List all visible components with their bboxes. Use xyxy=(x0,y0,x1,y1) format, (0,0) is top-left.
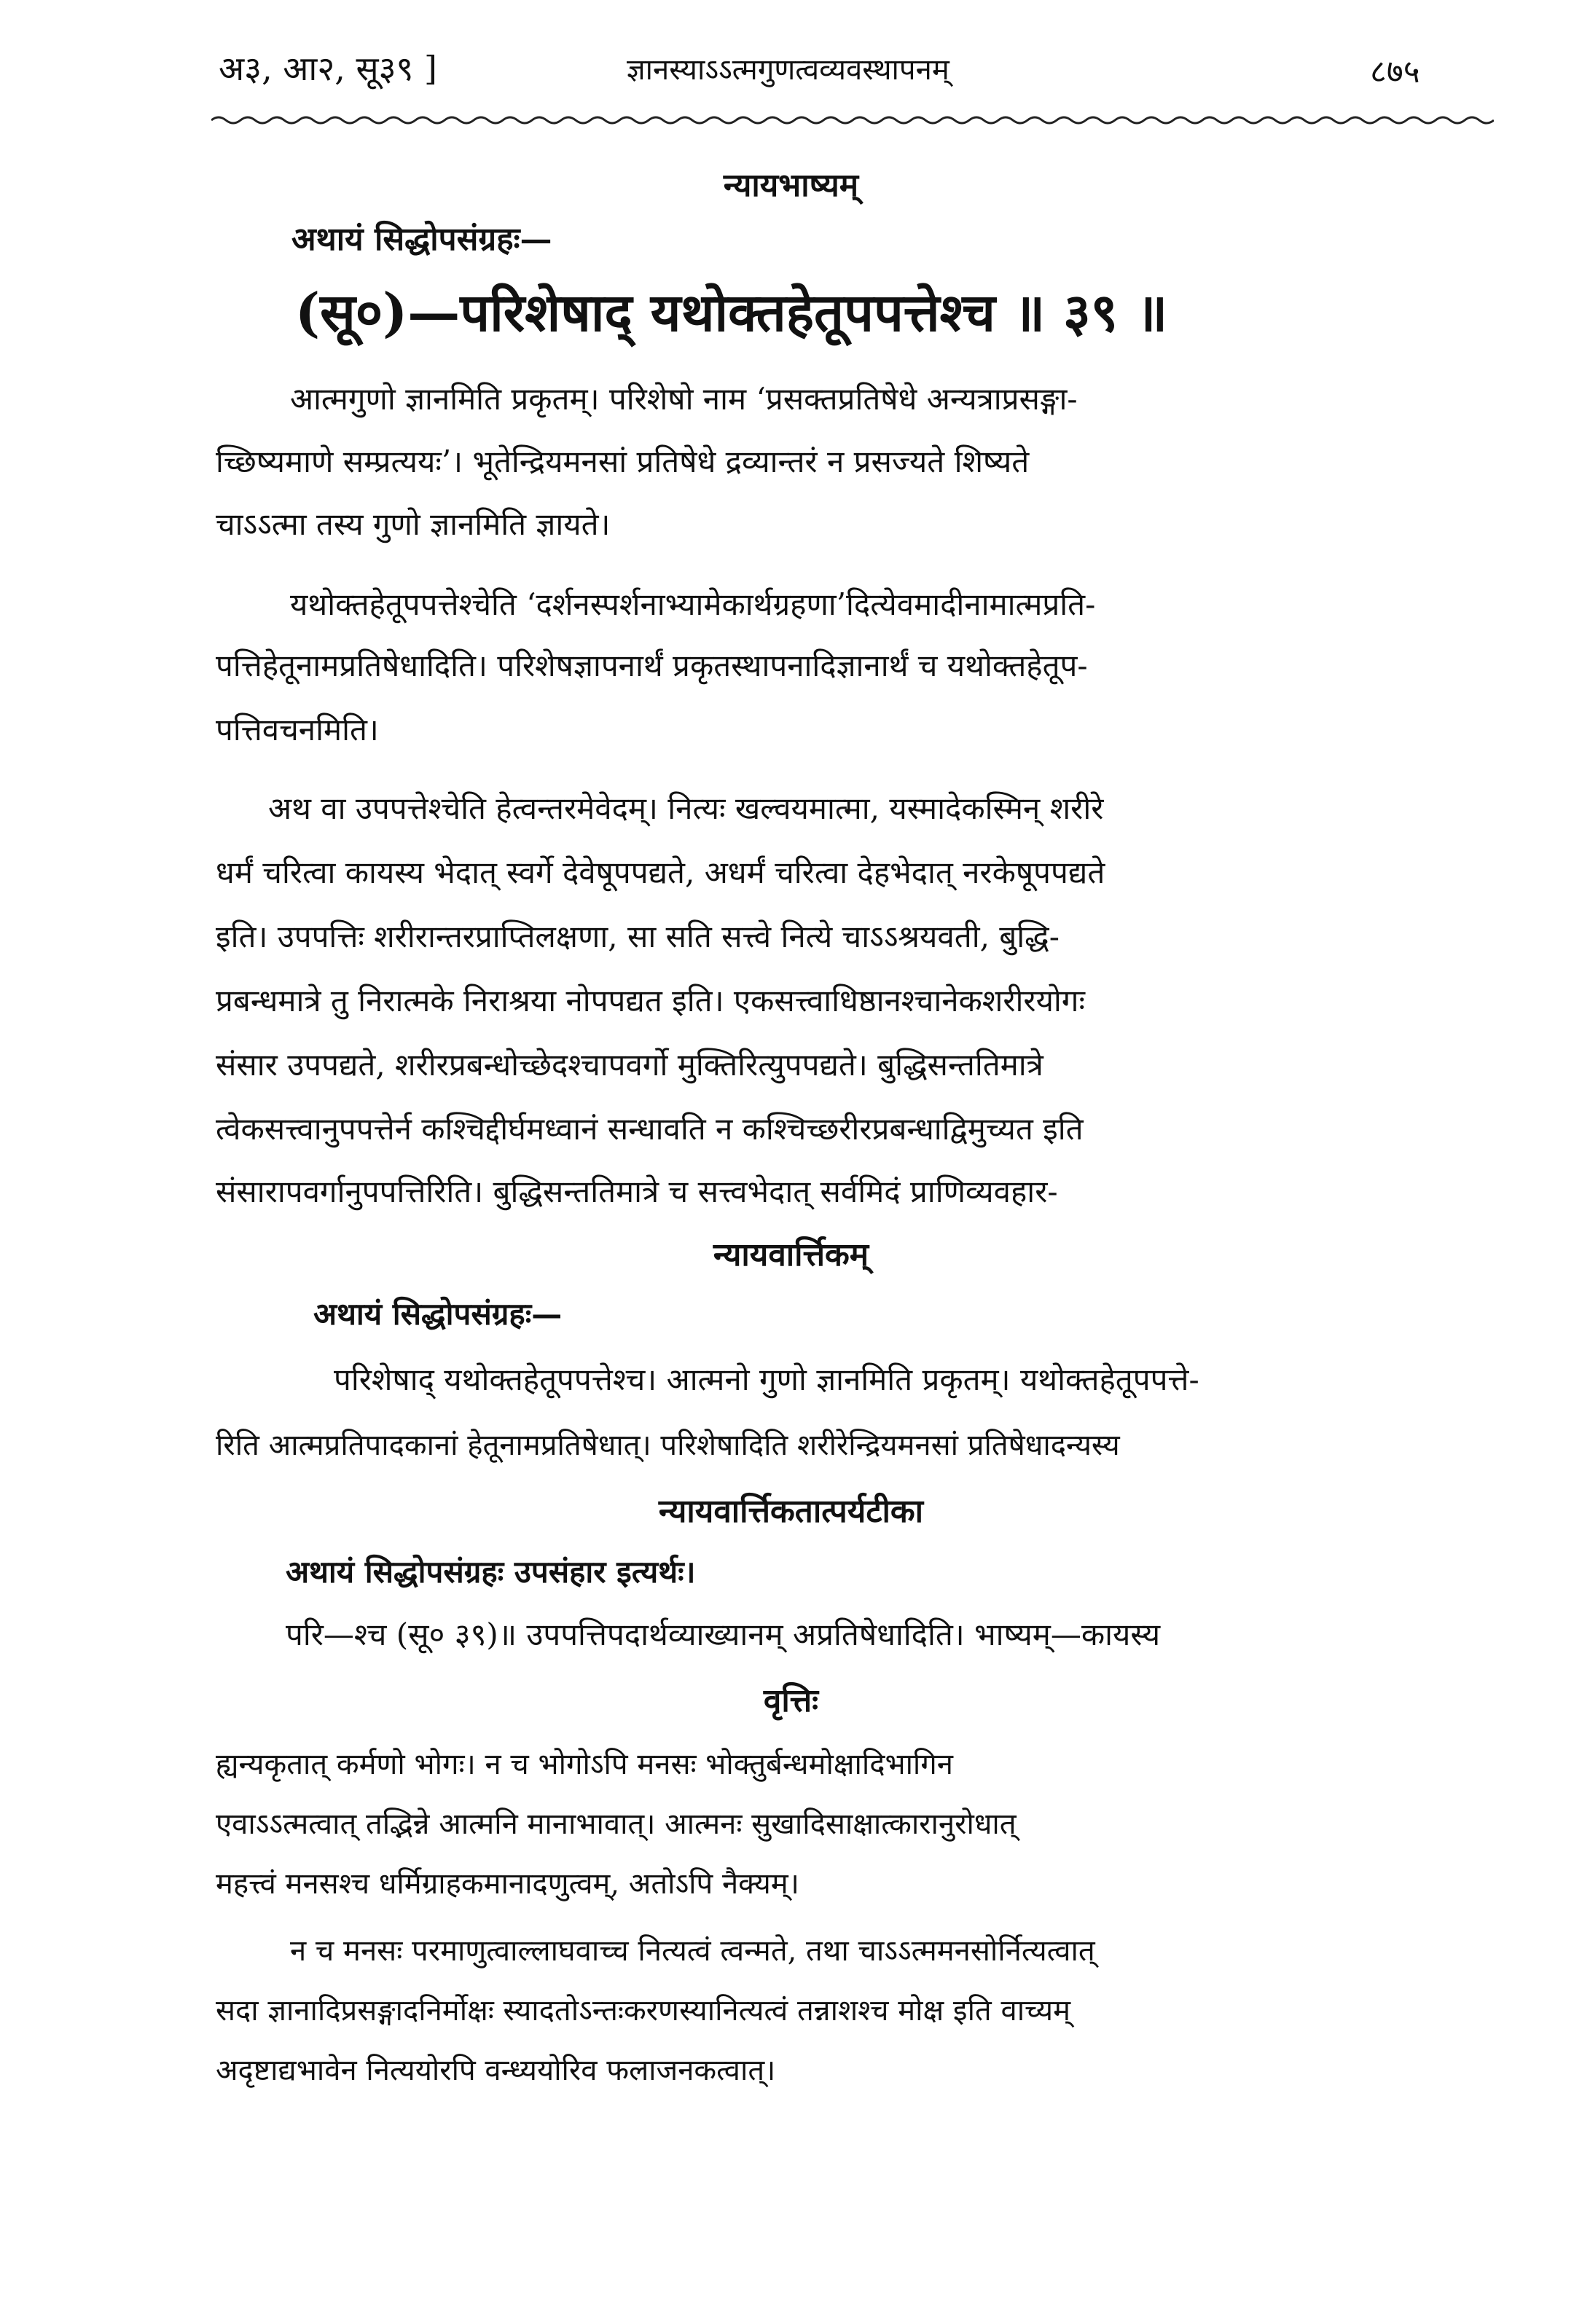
bhashya-line: आत्मगुणो ज्ञानमिति प्रकृतम्। परिशेषो नाम ‘प्रसक्तप्रतिषेधे अन्यत्राप्रसङ्गा- xyxy=(290,381,1078,417)
bhashya-line: त्वेकसत्त्वानुपपत्तेर्न कश्चिद्दीर्घमध्वानं सन्धावति न कश्चिच्छरीरप्रबन्धाद्विमुच्यत इति xyxy=(216,1111,1084,1147)
vartika-intro: अथायं सिद्धोपसंग्रहः— xyxy=(313,1296,563,1332)
vritti-line: अदृष्टाद्यभावेन नित्ययोरपि वन्ध्ययोरिव फलाजनकत्वात्। xyxy=(216,2054,776,2087)
bhashya-line: इति। उपपत्तिः शरीरान्तरप्राप्तिलक्षणा, सा सति सत्त्वे नित्ये चाऽऽश्रयवती, बुद्धि- xyxy=(216,919,1060,954)
vritti-line: एवाऽऽत्मत्वात् तद्भिन्ने आत्मनि मानाभावात्। आत्मनः सुखादिसाक्षात्कारानुरोधात् xyxy=(216,1807,1017,1841)
bhashya-line: चाऽऽत्मा तस्य गुणो ज्ञानमिति ज्ञायते। xyxy=(216,506,611,542)
bhashya-line: पत्तिवचनमिति। xyxy=(216,712,379,747)
section-heading-vartika: न्यायवार्त्तिकम् xyxy=(713,1236,869,1273)
vritti-line: ह्यन्यकृतात् कर्मणो भोगः। न च भोगोऽपि मनसः भोक्तुर्बन्धमोक्षादिभागिन xyxy=(216,1748,954,1781)
bhashya-line: अथ वा उपपत्तेश्चेति हेत्वन्तरमेवेदम्। नित्यः खल्वयमात्मा, यस्मादेकस्मिन् शरीरे xyxy=(268,790,1104,826)
vartika-line: परिशेषाद् यथोक्तहेतूपपत्तेश्च। आत्मनो गुणो ज्ञानमिति प्रकृतम्। यथोक्तहेतूपपत्ते- xyxy=(334,1362,1199,1397)
page-number: ८७५ xyxy=(1370,53,1420,90)
bhashya-line: संसार उपपद्यते, शरीरप्रबन्धोच्छेदश्चापवर्गो मुक्तिरित्युपपद्यते। बुद्धिसन्ततिमात्रे xyxy=(216,1047,1043,1083)
bhashya-line: धर्मं चरित्वा कायस्य भेदात् स्वर्गे देवेषूपपद्यते, अधर्मं चरित्वा देहभेदात् नरकेषूपपद्यते xyxy=(216,855,1105,890)
bhashya-line: यथोक्तहेतूपपत्तेश्चेति ‘दर्शनस्पर्शनाभ्यामेकार्थग्रहणा’दित्येवमादीनामात्मप्रति- xyxy=(290,586,1096,622)
tika-line: अथायं सिद्धोपसंग्रहः उपसंहार इत्यर्थः। xyxy=(286,1554,696,1590)
section-heading-bhashya: न्यायभाष्यम् xyxy=(723,167,859,204)
section-heading-tika: न्यायवार्त्तिकतात्पर्यटीका xyxy=(658,1493,924,1530)
running-header-reference: अ३, आ२, सू३९ ] xyxy=(219,49,437,88)
vritti-line: सदा ज्ञानादिप्रसङ्गादनिर्मोक्षः स्यादतोऽन्तःकरणस्यानित्यत्वं तन्नाशश्च मोक्ष इति वाच्यम् xyxy=(216,1994,1071,2027)
tika-line: परि—श्च (सू० ३९)॥ उपपत्तिपदार्थव्याख्यानम् अप्रतिषेधादिति। भाष्यम्—कायस्य xyxy=(286,1617,1161,1652)
running-header-title: ज्ञानस्याऽऽत्मगुणत्वव्यवस्थापनम् xyxy=(627,53,949,87)
bhashya-intro: अथायं सिद्धोपसंग्रहः— xyxy=(291,221,552,258)
section-heading-vritti: वृत्तिः xyxy=(763,1682,819,1719)
bhashya-line: च्छिष्यमाणे सम्प्रत्ययः’। भूतेन्द्रियमनसां प्रतिषेधे द्रव्यान्तरं न प्रसज्यते शिष्यते xyxy=(216,444,1030,479)
bhashya-line: पत्तिहेतूनामप्रतिषेधादिति। परिशेषज्ञापनार्थं प्रकृतस्थापनादिज्ञानार्थं च यथोक्तहेतूप- xyxy=(216,648,1088,683)
vritti-line: महत्त्वं मनसश्च धर्मिग्राहकमानादणुत्वम्, अतोऽपि नैक्यम्। xyxy=(216,1867,799,1901)
bhashya-line: संसारापवर्गानुपपत्तिरिति। बुद्धिसन्ततिमात्रे च सत्त्वभेदात् सर्वमिदं प्राणिव्यवहार- xyxy=(216,1174,1058,1209)
vartika-line: रिति आत्मप्रतिपादकानां हेतूनामप्रतिषेधात्। परिशेषादिति शरीरेन्द्रियमनसां प्रतिषेधादन्यस्य xyxy=(216,1429,1120,1462)
bhashya-line: प्रबन्धमात्रे तु निरात्मके निराश्रया नोपपद्यत इति। एकसत्त्वाधिष्ठानश्चानेकशरीरयोगः xyxy=(216,983,1085,1018)
sutra-text: (सू०)—परिशेषाद् यथोक्तहेतूपपत्तेश्च ॥ ३९ ॥ xyxy=(295,281,1168,343)
header-wavy-rule xyxy=(211,113,1494,127)
vritti-line: न च मनसः परमाणुत्वाल्लाघवाच्च नित्यत्वं त्वन्मते, तथा चाऽऽत्ममनसोर्नित्यत्वात् xyxy=(290,1934,1095,1968)
